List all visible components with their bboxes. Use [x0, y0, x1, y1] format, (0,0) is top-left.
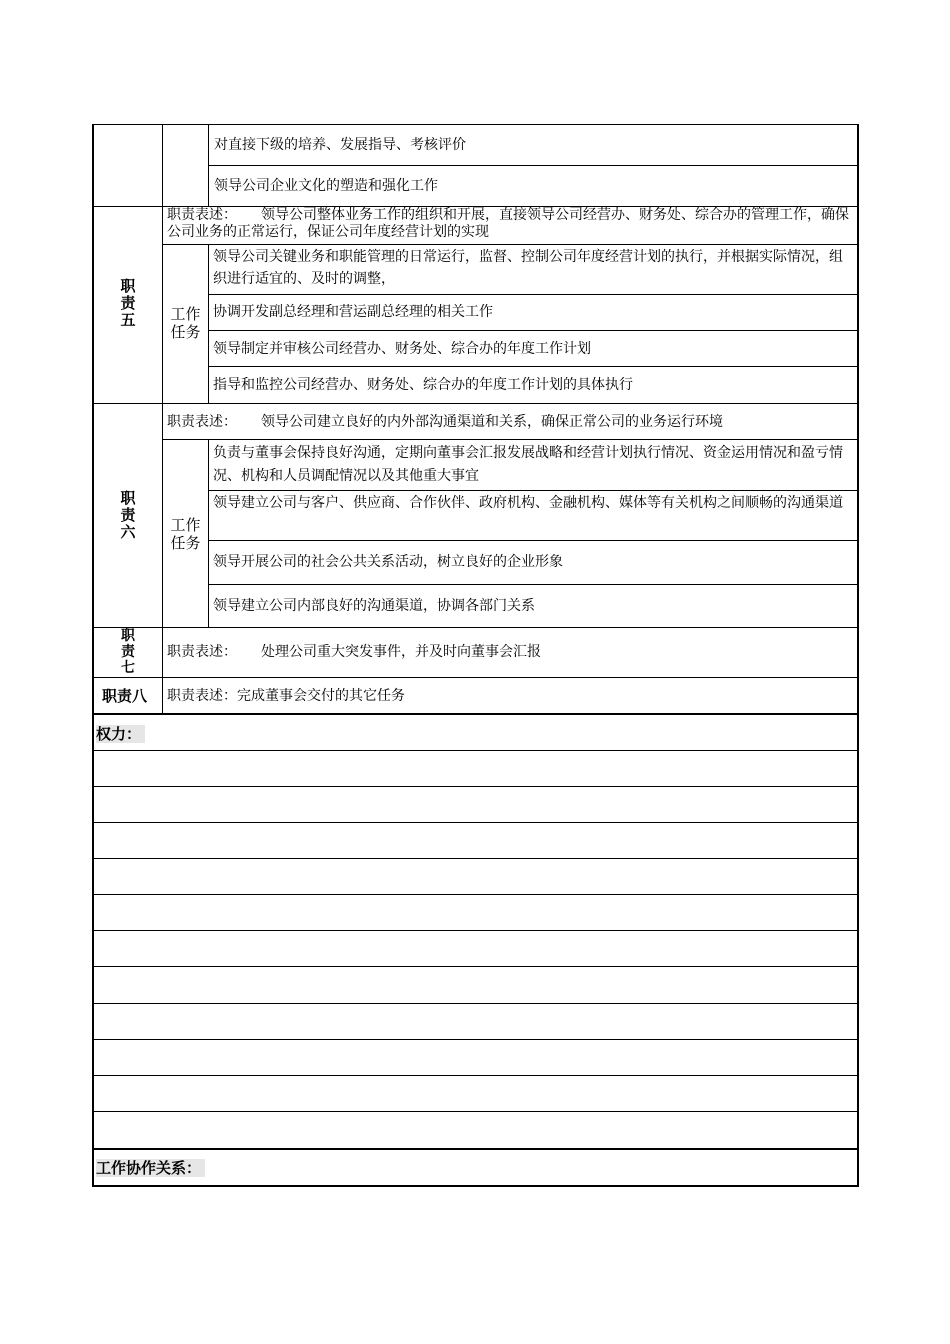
duty8-label: 职责八 — [102, 687, 148, 705]
row-line — [92, 894, 858, 895]
row-line — [162, 244, 858, 245]
col-divider-2-duty5 — [208, 244, 209, 403]
frame-bottom — [92, 1185, 859, 1187]
col-divider-2-duty6 — [208, 439, 209, 627]
duty7-label-char: 七 — [121, 660, 135, 676]
duty5-task-label — [163, 305, 208, 341]
duty5-task-2: 协调开发副总经理和营运副总经理的相关工作 — [213, 304, 493, 320]
duty5-label-char: 五 — [120, 311, 136, 329]
duty7-label-char: 职 — [121, 628, 135, 644]
row-line — [92, 1111, 858, 1112]
row-line — [208, 330, 858, 331]
row-line — [92, 1148, 858, 1150]
duty5-label-char: 职 — [120, 277, 136, 295]
row-line — [208, 540, 858, 541]
row-line — [92, 858, 858, 859]
duty7-statement — [167, 642, 541, 662]
task-label-line: 工作 — [170, 516, 201, 534]
task-label-line: 任务 — [170, 323, 201, 341]
duty7-label-char: 责 — [121, 644, 135, 660]
authority-label — [96, 724, 145, 744]
duty5-task-4: 指导和监控公司经营办、财务处、综合办的年度工作计划的具体执行 — [213, 377, 633, 393]
row-line — [162, 439, 858, 440]
duty6-task-4: 领导建立公司内部良好的沟通渠道，协调各部门关系 — [213, 598, 535, 614]
row-line — [92, 713, 858, 715]
duty6-label-char: 职 — [120, 489, 136, 507]
row-line — [208, 165, 858, 166]
duty6-label-char: 责 — [120, 506, 136, 524]
duty6-statement — [167, 412, 723, 432]
duty6-task-2: 领导建立公司与客户、供应商、合作伙伴、政府机构、金融机构、媒体等有关机构之间顺畅的沟通渠道 — [213, 495, 843, 511]
row-line — [92, 822, 858, 823]
row-line — [208, 584, 858, 585]
row-line — [92, 1003, 858, 1004]
row-line — [92, 1039, 858, 1040]
statement-prefix: 职责表述： — [167, 207, 237, 223]
duty6-task-label — [163, 516, 208, 552]
duty7-label — [94, 628, 162, 676]
row-line — [92, 930, 858, 931]
collaboration-label-text: 工作协作关系： — [96, 1159, 205, 1177]
duty5-task-3: 领导制定并审核公司经营办、财务处、综合办的年度工作计划 — [213, 341, 591, 357]
row-line — [208, 294, 858, 295]
authority-label-text: 权力： — [96, 725, 145, 743]
duty8-statement: 职责表述：完成董事会交付的其它任务 — [167, 688, 405, 704]
row-line — [92, 966, 858, 967]
col-divider-1 — [162, 124, 163, 714]
statement-text: 领导公司建立良好的内外部沟通渠道和关系，确保正常公司的业务运行环境 — [261, 414, 723, 430]
duty5-label — [94, 278, 162, 329]
row-line — [92, 750, 858, 751]
duty6-task-1: 负责与董事会保持良好沟通，定期向董事会汇报发展战略和经营计划执行情况、资金运用情况和盈亏情况、机构和人员调配情况以及其他重大事宜 — [213, 445, 843, 484]
row-line — [208, 490, 858, 491]
task-label-line: 任务 — [170, 534, 201, 552]
statement-prefix: 职责表述： — [167, 414, 237, 430]
duty5-statement — [167, 207, 855, 241]
task-label-line: 工作 — [170, 305, 201, 323]
duty5-label-char: 责 — [120, 294, 136, 312]
row-line — [208, 366, 858, 367]
row-line — [92, 1075, 858, 1076]
row-line — [92, 677, 858, 678]
statement-text: 处理公司重大突发事件，并及时向董事会汇报 — [261, 644, 541, 660]
row-line — [92, 403, 858, 404]
statement-prefix: 职责表述： — [167, 644, 237, 660]
statement-text: 领导公司整体业务工作的组织和开展，直接领导公司经营办、财务处、综合办的管理工作，确保公司业务的正常运行，保证公司年度经营计划的实现 — [167, 207, 849, 240]
collaboration-label — [96, 1158, 205, 1178]
task-top-1: 对直接下级的培养、发展指导、考核评价 — [214, 137, 466, 153]
duty6-label-char: 六 — [120, 523, 136, 541]
frame-right — [857, 124, 859, 1187]
task-top-2: 领导公司企业文化的塑造和强化工作 — [214, 178, 438, 194]
duty5-task-1: 领导公司关键业务和职能管理的日常运行，监督、控制公司年度经营计划的执行，并根据实际情况，组织进行适宜的、及时的调整， — [213, 249, 843, 287]
duty6-task-3: 领导开展公司的社会公共关系活动，树立良好的企业形象 — [213, 554, 563, 570]
row-line — [92, 627, 858, 628]
row-line — [92, 786, 858, 787]
duty6-label — [94, 490, 162, 541]
